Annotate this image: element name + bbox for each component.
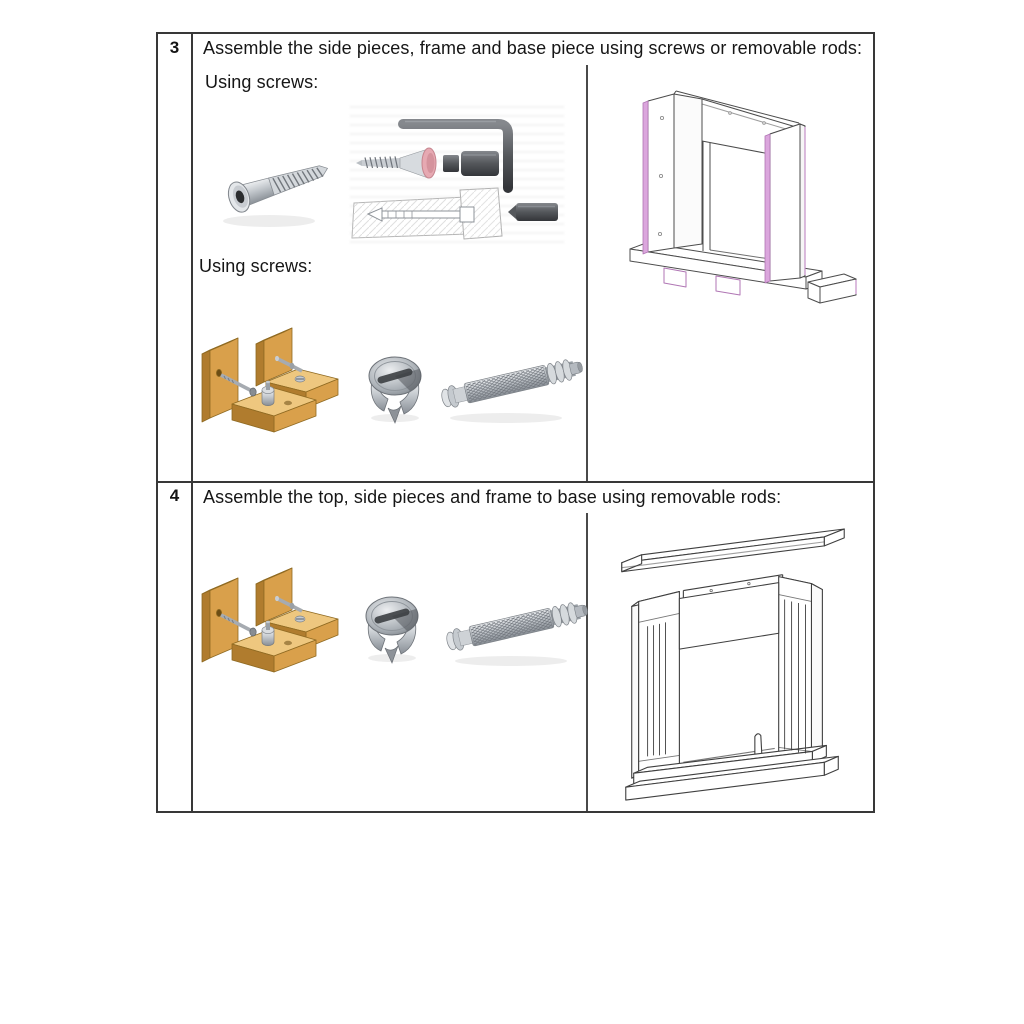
instruction-table (156, 32, 875, 813)
number-column-divider (191, 34, 193, 811)
cam-lock-wood-joint-illustration (196, 560, 356, 680)
step-number-3: 3 (169, 38, 180, 57)
cam-lock-fastener-illustration (355, 346, 435, 426)
row-divider (158, 481, 873, 483)
confirmat-screw-illustration (203, 133, 343, 233)
frame-assembly-diagram (610, 82, 862, 318)
step3-cell-divider (586, 65, 588, 481)
step3-method-label-2: Using screws: (199, 256, 313, 276)
step-number-4: 4 (169, 486, 180, 505)
step4-instruction: Assemble the top, side pieces and frame to base using removable rods: (203, 487, 782, 507)
knurled-connecting-rod-illustration (430, 334, 585, 429)
mantel-exploded-diagram (607, 527, 862, 810)
step3-method-label-1: Using screws: (205, 72, 319, 92)
cam-lock-wood-joint-illustration (196, 320, 356, 440)
knurled-connecting-rod-illustration (435, 577, 590, 672)
step3-instruction: Assemble the side pieces, frame and base piece using screws or removable rods: (203, 38, 863, 58)
hex-key-bolt-cross-section-illustration (348, 108, 566, 242)
cam-lock-fastener-illustration (352, 586, 432, 666)
